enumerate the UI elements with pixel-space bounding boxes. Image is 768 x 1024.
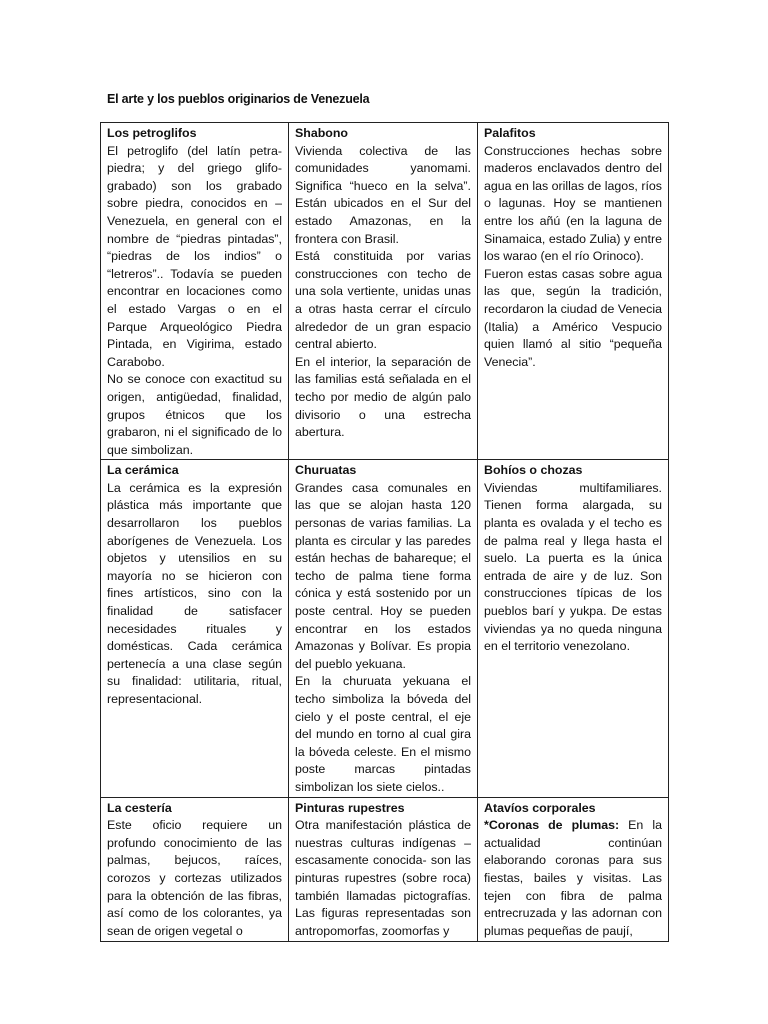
- content-table: [100, 122, 669, 942]
- document-title: El arte y los pueblos originarios de Venezuela: [107, 92, 370, 106]
- cell-paragraph: La cerámica es la expresión plástica más importante que desarrollaron los pueblos aborígenes de Venezuela. Los objetos y utensilios en su mayoría no se hicieron con fines artísticos, sino con la finalidad de satisfacer necesidades rituales y domésticas. Cada cerámica pertenecía a una clase según su finalidad: utilitaria, ritual, representacional.: [107, 480, 282, 706]
- cell-paragraph: Construcciones hechas sobre maderos enclavados dentro del agua en las orillas de lagos, ríos o lagunas. Hoy se mantienen entre los añú (en la laguna de Sinamaica, estado Zulia) y entre los warao (en el río Orinoco).: [484, 143, 662, 264]
- table-cell: [478, 797, 669, 941]
- cell-heading: La cerámica: [107, 463, 179, 478]
- cell-heading: Atavíos corporales: [484, 800, 596, 815]
- cell-paragraph: El petroglifo (del latín petra-piedra; y del griego glifo-grabado) son los grabado sobre piedra, conocidos en – Venezuela, en general con el nombre de “piedras pintadas”, “piedras de los indios” o “letreros”.. Todavía se pueden encontrar en locaciones como el estado Vargas o en el Parque Arqueológico Piedra Pintada, en Vigirima, estado Carabobo.: [107, 143, 282, 369]
- cell-paragraph: No se conoce con exactitud su origen, antigüedad, finalidad, grupos étnicos que los grabaron, ni el significado de lo que simbolizan.: [107, 372, 282, 457]
- cell-heading: Shabono: [295, 126, 348, 140]
- table-cell: [289, 460, 478, 797]
- cell-heading: Churuatas: [295, 463, 357, 478]
- table-row: [101, 123, 669, 460]
- table-cell: [478, 123, 669, 460]
- table-cell: [289, 797, 478, 941]
- cell-paragraph: Está constituida por varias construcciones con techo de una sola vertiente, unidas unas a otras hasta cerrar el círculo alrededor de un gran espacio central abierto.: [295, 249, 471, 352]
- table-row: [101, 797, 669, 941]
- cell-heading: Los petroglifos: [107, 126, 197, 140]
- cell-paragraph: Vivienda colectiva de las comunidades yanomami. Significa “hueco en la selva”. Están ubicados en el Sur del estado Amazonas, en la frontera con Brasil.: [295, 143, 471, 246]
- cell-lead-text: *Coronas de plumas:: [484, 818, 620, 833]
- table-cell: [101, 123, 289, 460]
- cell-paragraph: Viviendas multifamiliares. Tienen forma alargada, su planta es ovalada y el techo es de palma real y llega hasta el suelo. La puerta es la única entrada de aire y de luz. Son construcciones típicas de los pueblos barí y yukpa. De estas viviendas ya no queda ninguna en el territorio venezolano.: [484, 480, 662, 654]
- table-cell: [101, 460, 289, 797]
- cell-heading: La cestería: [107, 800, 172, 815]
- cell-paragraph-text: En la actualidad continúan elaborando coronas para sus fiestas, bailes y visitas. Las tejen con fibra de palma entrecruzada y las adornan con plumas pequeñas de paují,: [484, 818, 662, 938]
- cell-paragraph: Fueron estas casas sobre agua las que, según la tradición, recordaron la ciudad de Venecia (Italia) a Américo Vespucio quien llamó al sitio “pequeña Venecia”.: [484, 266, 662, 369]
- cell-paragraph: Otra manifestación plástica de nuestras culturas indígenas – escasamente conocida- son las pinturas rupestres (sobre roca) también llamadas pictografías. Las figuras representadas son antropomorfas, zoomorfas y: [295, 818, 471, 938]
- table-cell: [289, 123, 478, 460]
- cell-paragraph: Este oficio requiere un profundo conocimiento de las palmas, bejucos, raíces, corozos y cortezas utilizados para la obtención de las fibras, así como de los colorantes, ya sean de origen vegetal o: [107, 818, 282, 938]
- cell-paragraph: [484, 817, 662, 940]
- cell-heading: Pinturas rupestres: [295, 800, 405, 815]
- table-row: [101, 460, 669, 797]
- cell-paragraph: En el interior, la separación de las familias está señalada en el techo por medio de algún palo divisorio o una estrecha abertura.: [295, 354, 471, 440]
- table-cell: [101, 797, 289, 941]
- cell-paragraph: Grandes casa comunales en las que se alojan hasta 120 personas de varias familias. La planta es circular y las paredes están hechas de bahareque; el techo de palma tiene forma cónica y está sostenido por un poste central. Hoy se pueden encontrar en los estados Amazonas y Bolívar. Es propia del pueblo yekuana.: [295, 480, 471, 671]
- cell-heading: Bohíos o chozas: [484, 463, 583, 478]
- cell-heading: Palafitos: [484, 126, 536, 140]
- cell-paragraph: En la churuata yekuana el techo simboliza la bóveda del cielo y el poste central, el eje del mundo en torno al cual gira la bóveda celeste. En el mismo poste marcas pintadas simbolizan los siete cielos..: [295, 674, 471, 794]
- table-cell: [478, 460, 669, 797]
